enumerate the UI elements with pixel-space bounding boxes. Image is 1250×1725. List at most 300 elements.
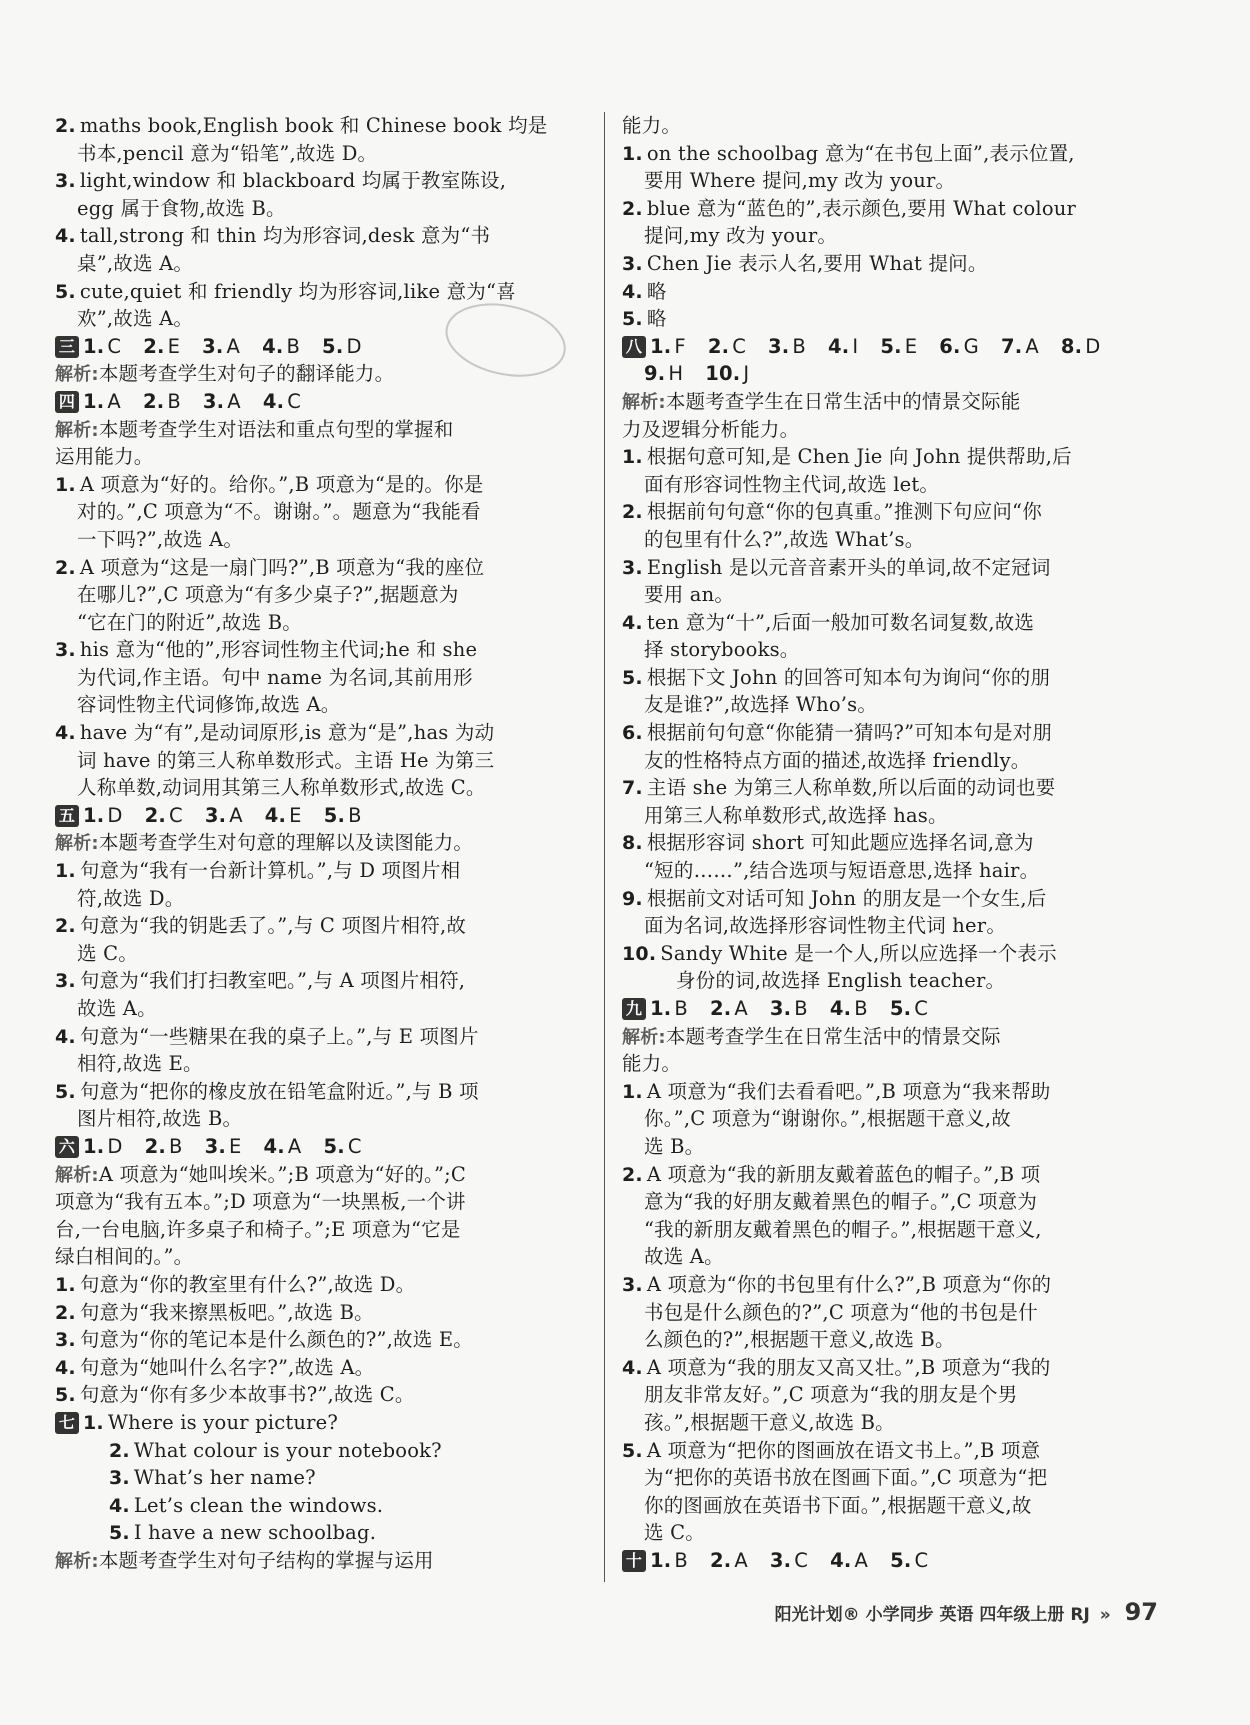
line-text: What colour is your notebook? bbox=[133, 1438, 442, 1462]
answer-item: 8. D bbox=[1060, 334, 1101, 358]
answer-list bbox=[83, 804, 384, 827]
item-number: 2. bbox=[55, 115, 76, 137]
item-number: 1. bbox=[622, 446, 643, 469]
answer-number: 5. bbox=[323, 803, 346, 827]
column-divider bbox=[604, 112, 605, 1582]
line-text: 能力。 bbox=[622, 114, 682, 137]
text-line bbox=[622, 195, 1158, 223]
line-text: A 项意为“这是一扇门吗?”,B 项意为“我的座位 bbox=[79, 555, 485, 579]
text-line bbox=[55, 1188, 590, 1216]
answer-item: 3. A bbox=[202, 334, 241, 358]
line-text: A 项意为“把你的图画放在语文书上。”,B 项意 bbox=[646, 1438, 1041, 1462]
item-number: 2. bbox=[622, 197, 643, 220]
line-text: 选 B。 bbox=[644, 1134, 705, 1158]
item-number: 4. bbox=[55, 722, 76, 745]
page-number: 97 bbox=[1124, 1598, 1158, 1626]
text-line bbox=[622, 1547, 1158, 1575]
line-text: 友是谁?”,故选择 Who’s。 bbox=[644, 693, 878, 717]
line-text: 略 bbox=[646, 279, 667, 303]
answer-item: 2. E bbox=[143, 334, 181, 358]
item-number: 7. bbox=[622, 777, 643, 800]
item-number: 3. bbox=[622, 252, 643, 275]
item-number: 4. bbox=[622, 1356, 643, 1379]
item-number: 1. bbox=[622, 1080, 643, 1103]
answer-item: 5. C bbox=[890, 1548, 929, 1572]
text-line bbox=[622, 112, 1158, 140]
text-line bbox=[55, 1547, 590, 1575]
line-text: 你。”,C 项意为“谢谢你。”,根据题干意义,故 bbox=[644, 1107, 1011, 1131]
answer-list bbox=[644, 362, 771, 385]
section-marker: 十 bbox=[622, 1550, 646, 1572]
text-line bbox=[622, 885, 1158, 913]
text-line bbox=[55, 1299, 590, 1327]
line-text: 么颜色的?”,根据题干意义,故选 B。 bbox=[644, 1328, 955, 1352]
text-line bbox=[622, 222, 1158, 250]
answer-item: 5. C bbox=[889, 997, 929, 1020]
line-text: 意为“我的好朋友戴着黑色的帽子。”,C 项意为 bbox=[644, 1190, 1038, 1214]
text-line bbox=[55, 388, 590, 416]
answer-item: 4. I bbox=[828, 334, 859, 358]
text-line bbox=[55, 1464, 590, 1492]
item-number: 4. bbox=[109, 1494, 130, 1517]
text-line bbox=[622, 747, 1158, 775]
line-text: 一下吗?”,故选 A。 bbox=[77, 527, 244, 551]
line-text: cute,quiet 和 friendly 均为形容词,like 意为“喜 bbox=[79, 279, 516, 303]
item-number: 3. bbox=[109, 1467, 130, 1490]
text-line bbox=[55, 691, 590, 719]
item-number: 1. bbox=[55, 1273, 76, 1296]
item-number: 4. bbox=[622, 280, 643, 303]
line-text: 根据前句句意“你的包真重。”推测下句应问“你 bbox=[646, 500, 1042, 524]
text-line bbox=[622, 1437, 1158, 1465]
section-marker: 七 bbox=[55, 1412, 79, 1434]
right-column bbox=[622, 112, 1158, 1574]
item-number: 4. bbox=[55, 225, 76, 248]
text-line bbox=[55, 636, 590, 664]
answer-item: 4. C bbox=[262, 389, 302, 413]
line-text: 书包是什么颜色的?”,C 项意为“他的书包是什 bbox=[644, 1300, 1038, 1324]
line-text: 本题考查学生对句意的理解以及读图能力。 bbox=[98, 831, 474, 855]
line-text: A 项意为“我的新朋友戴着蓝色的帽子。”,B 项 bbox=[646, 1162, 1041, 1186]
text-line bbox=[622, 609, 1158, 637]
analysis-label: 解析: bbox=[55, 364, 99, 386]
answer-number: 2. bbox=[144, 803, 166, 827]
answer-item: 5. D bbox=[322, 334, 362, 358]
text-line bbox=[55, 1050, 590, 1078]
text-line bbox=[622, 250, 1158, 278]
answer-number: 3. bbox=[768, 334, 790, 358]
text-line bbox=[622, 278, 1158, 306]
text-line bbox=[55, 940, 590, 968]
line-text: 句意为“她叫什么名字?”,故选 A。 bbox=[79, 1355, 375, 1379]
line-text: 根据句意可知,是 Chen Jie 向 John 提供帮助,后 bbox=[646, 445, 1072, 469]
item-number: 2. bbox=[622, 1163, 643, 1186]
answer-number: 4. bbox=[829, 997, 852, 1020]
text-line bbox=[622, 1299, 1158, 1327]
line-text: 图片相符,故选 B。 bbox=[77, 1107, 243, 1131]
text-line bbox=[55, 443, 590, 471]
answer-item: 3. C bbox=[769, 1548, 809, 1572]
line-text: 选 C。 bbox=[77, 941, 138, 965]
section-marker: 八 bbox=[622, 336, 646, 358]
text-line bbox=[622, 664, 1158, 692]
answer-number: 6. bbox=[939, 334, 961, 358]
answer-number: 5. bbox=[889, 997, 912, 1020]
answer-item: 5. E bbox=[880, 334, 918, 358]
answer-number: 4. bbox=[262, 389, 285, 413]
text-line bbox=[55, 609, 590, 637]
line-text: 句意为“一些糖果在我的桌子上。”,与 E 项图片 bbox=[79, 1024, 479, 1048]
answer-number: 5. bbox=[323, 1134, 345, 1158]
line-text: Chen Jie 表示人名,要用 What 提问。 bbox=[646, 251, 988, 275]
text-line bbox=[55, 471, 590, 499]
line-text: 根据下文 John 的回答可知本句为询问“你的朋 bbox=[646, 665, 1051, 689]
text-line bbox=[55, 1354, 590, 1382]
text-line bbox=[622, 995, 1158, 1023]
answer-number: 2. bbox=[709, 997, 732, 1020]
answer-item: 3. E bbox=[204, 1134, 242, 1158]
line-text: A 项意为“她叫埃米。”;B 项意为“好的。”;C bbox=[98, 1162, 467, 1186]
answer-number: 5. bbox=[890, 1548, 912, 1572]
text-line bbox=[622, 967, 1158, 995]
line-text: 的包里有什么?”,故选 What’s。 bbox=[644, 527, 925, 551]
text-line bbox=[622, 1188, 1158, 1216]
answer-item: 3. A bbox=[202, 389, 241, 413]
item-number: 5. bbox=[55, 280, 76, 303]
item-number: 5. bbox=[622, 1439, 643, 1462]
line-text: 人称单数,动词用其第三人称单数形式,故选 C。 bbox=[77, 776, 486, 800]
line-text: 句意为“我们打扫教室吧。”,与 A 项图片相符, bbox=[79, 969, 466, 993]
item-number: 10. bbox=[622, 942, 657, 965]
text-line bbox=[622, 829, 1158, 857]
text-line bbox=[622, 1161, 1158, 1189]
section-marker: 九 bbox=[622, 998, 646, 1020]
answer-number: 2. bbox=[144, 1134, 166, 1158]
text-line bbox=[622, 1326, 1158, 1354]
text-line bbox=[55, 885, 590, 913]
line-text: 根据前文对话可知 John 的朋友是一个女生,后 bbox=[646, 886, 1047, 910]
text-line bbox=[55, 333, 590, 361]
text-line bbox=[55, 1409, 590, 1437]
line-text: 为“把你的英语书放在图画下面。”,C 项意为“把 bbox=[644, 1466, 1048, 1490]
text-line bbox=[622, 498, 1158, 526]
text-line bbox=[622, 1354, 1158, 1382]
answer-item: 6. G bbox=[939, 334, 979, 358]
line-text: 主语 she 为第三人称单数,所以后面的动词也要 bbox=[646, 776, 1056, 800]
text-line bbox=[55, 995, 590, 1023]
line-text: 要用 an。 bbox=[644, 583, 735, 607]
item-number: 5. bbox=[55, 1080, 76, 1103]
line-text: 故选 A。 bbox=[77, 997, 157, 1020]
text-line bbox=[55, 1023, 590, 1051]
text-line bbox=[622, 1078, 1158, 1106]
answer-number: 2. bbox=[142, 389, 165, 413]
analysis-label: 解析: bbox=[55, 1164, 99, 1186]
answer-number: 1. bbox=[83, 334, 105, 358]
answer-item: 4. E bbox=[264, 803, 302, 827]
text-line bbox=[622, 1105, 1158, 1133]
text-line bbox=[55, 250, 590, 278]
item-number: 1. bbox=[83, 1411, 104, 1434]
answer-item: 5. B bbox=[323, 803, 362, 827]
text-line bbox=[55, 1326, 590, 1354]
page-footer bbox=[775, 1597, 1158, 1627]
answer-number: 7. bbox=[1000, 334, 1023, 358]
answer-list bbox=[650, 997, 950, 1020]
text-line bbox=[55, 1133, 590, 1161]
line-text: Sandy White 是一个人,所以应选择一个表示 bbox=[660, 941, 1057, 965]
line-text: 运用能力。 bbox=[55, 445, 154, 469]
line-text: 书本,pencil 意为“铅笔”,故选 D。 bbox=[77, 141, 378, 165]
answer-number: 10. bbox=[705, 362, 741, 386]
analysis-label: 解析: bbox=[55, 833, 99, 855]
item-number: 6. bbox=[622, 722, 643, 745]
answer-number: 4. bbox=[830, 1548, 852, 1572]
answer-number: 1. bbox=[83, 1134, 105, 1158]
analysis-label: 解析: bbox=[55, 1550, 99, 1572]
double-chevron-icon: » bbox=[1099, 1605, 1111, 1625]
line-text: blue 意为“蓝色的”,表示颜色,要用 What colour bbox=[646, 196, 1077, 220]
item-number: 5. bbox=[55, 1384, 76, 1407]
text-line bbox=[622, 333, 1158, 361]
item-number: 2. bbox=[55, 915, 76, 938]
text-line bbox=[55, 1078, 590, 1106]
line-text: “它在门的附近”,故选 B。 bbox=[77, 610, 302, 634]
item-number: 2. bbox=[55, 556, 76, 579]
text-line bbox=[622, 857, 1158, 885]
text-line bbox=[622, 1464, 1158, 1492]
line-text: 符,故选 D。 bbox=[77, 886, 185, 910]
item-number: 4. bbox=[622, 611, 643, 634]
left-column bbox=[55, 112, 590, 1574]
answer-item: 3. B bbox=[769, 997, 808, 1020]
answer-list bbox=[650, 1549, 950, 1572]
section-marker: 六 bbox=[55, 1136, 79, 1158]
text-line bbox=[55, 1271, 590, 1299]
line-text: 句意为“我的钥匙丢了。”,与 C 项图片相符,故 bbox=[79, 914, 467, 938]
line-text: 力及逻辑分析能力。 bbox=[622, 417, 800, 441]
text-line bbox=[55, 1492, 590, 1520]
answer-number: 9. bbox=[644, 362, 666, 386]
line-text: 为代词,作主语。句中 name 为名词,其前用形 bbox=[77, 665, 473, 689]
text-line bbox=[55, 967, 590, 995]
item-number: 5. bbox=[622, 666, 643, 689]
answer-item: 4. B bbox=[829, 997, 868, 1020]
line-text: 相符,故选 E。 bbox=[77, 1052, 203, 1076]
answer-number: 3. bbox=[204, 1134, 226, 1158]
line-text: ten 意为“十”,后面一般加可数名词复数,故选 bbox=[646, 610, 1035, 634]
line-text: 用第三人称单数形式,故选择 has。 bbox=[644, 803, 948, 827]
answer-list bbox=[83, 335, 384, 358]
text-line bbox=[55, 857, 590, 885]
line-text: light,window 和 blackboard 均属于教室陈设, bbox=[79, 169, 507, 193]
answer-item: 3. B bbox=[768, 334, 806, 358]
line-text: 容词性物主代词修饰,故选 A。 bbox=[77, 693, 341, 717]
text-line bbox=[55, 581, 590, 609]
text-line bbox=[622, 581, 1158, 609]
line-text: egg 属于食物,故选 B。 bbox=[77, 196, 286, 220]
text-line bbox=[622, 526, 1158, 554]
text-line bbox=[622, 1243, 1158, 1271]
line-text: 本题考查学生在日常生活中的情景交际 bbox=[665, 1024, 1001, 1048]
item-number: 1. bbox=[55, 473, 76, 496]
line-text: “我的新朋友戴着黑色的帽子。”,根据题干意义, bbox=[644, 1217, 1042, 1241]
text-line bbox=[55, 1519, 590, 1547]
item-number: 1. bbox=[55, 860, 76, 883]
text-line bbox=[55, 829, 590, 857]
text-line bbox=[55, 664, 590, 692]
line-text: 提问,my 改为 your。 bbox=[644, 224, 838, 248]
answer-number: 3. bbox=[204, 803, 227, 827]
item-number: 3. bbox=[55, 639, 76, 662]
line-text: 根据形容词 short 可知此题应选择名词,意为 bbox=[646, 831, 1034, 855]
answer-list bbox=[83, 390, 323, 413]
text-line bbox=[622, 1381, 1158, 1409]
text-line bbox=[55, 1243, 590, 1271]
item-number: 8. bbox=[622, 832, 643, 855]
text-line bbox=[622, 1023, 1158, 1051]
text-line bbox=[55, 167, 590, 195]
text-line bbox=[55, 416, 590, 444]
line-text: 项意为“我有五本。”;D 项意为“一块黑板,一个讲 bbox=[55, 1190, 466, 1214]
line-text: on the schoolbag 意为“在书包上面”,表示位置, bbox=[646, 141, 1075, 165]
answer-number: 2. bbox=[709, 1548, 732, 1572]
footer-book-info: 小学同步 英语 四年级上册 RJ bbox=[865, 1605, 1090, 1625]
line-text: 根据前句句意“你能猜一猜吗?”可知本句是对朋 bbox=[646, 721, 1053, 745]
answer-number: 3. bbox=[769, 1548, 792, 1572]
text-line bbox=[622, 471, 1158, 499]
line-text: his 意为“他的”,形容词性物主代词;he 和 she bbox=[79, 638, 478, 662]
line-text: 你的图画放在英语书下面。”,根据题干意义,故 bbox=[644, 1493, 1032, 1517]
line-text: 择 storybooks。 bbox=[644, 638, 800, 662]
answer-number: 5. bbox=[880, 334, 902, 358]
line-text: tall,strong 和 thin 均为形容词,desk 意为“书 bbox=[79, 224, 491, 248]
text-line bbox=[622, 1216, 1158, 1244]
line-text: 对的。”,C 项意为“不。谢谢。”。题意为“我能看 bbox=[77, 500, 481, 524]
item-number: 3. bbox=[55, 170, 76, 193]
text-line bbox=[55, 1161, 590, 1189]
footer-brand: 阳光计划® bbox=[774, 1605, 860, 1625]
text-line bbox=[622, 443, 1158, 471]
section-marker: 五 bbox=[55, 805, 79, 827]
line-text: 身份的词,故选择 English teacher。 bbox=[676, 969, 1006, 993]
answer-number: 3. bbox=[202, 389, 225, 413]
text-line bbox=[622, 388, 1158, 416]
text-line bbox=[55, 719, 590, 747]
text-line bbox=[622, 360, 1158, 388]
answer-item: 1. B bbox=[650, 997, 688, 1020]
answer-item: 1. D bbox=[83, 803, 123, 827]
answer-number: 1. bbox=[83, 803, 105, 827]
line-text: 句意为“你的教室里有什么?”,故选 D。 bbox=[79, 1272, 416, 1296]
line-text: 朋友非常友好。”,C 项意为“我的朋友是个男 bbox=[644, 1383, 1018, 1407]
line-text: 略 bbox=[646, 307, 667, 331]
text-line bbox=[55, 912, 590, 940]
item-number: 9. bbox=[622, 887, 643, 910]
line-text: 本题考查学生对句子结构的掌握与运用 bbox=[98, 1548, 434, 1572]
item-number: 4. bbox=[55, 1356, 76, 1379]
item-number: 5. bbox=[109, 1522, 130, 1545]
line-text: 孩。”,根据题干意义,故选 B。 bbox=[644, 1410, 895, 1434]
answer-item: 10. J bbox=[705, 362, 750, 386]
line-text: English 是以元音音素开头的单词,故不定冠词 bbox=[646, 555, 1051, 579]
line-text: 选 C。 bbox=[644, 1521, 705, 1545]
answer-number: 2. bbox=[143, 334, 165, 358]
item-number: 4. bbox=[55, 1025, 76, 1048]
item-number: 2. bbox=[55, 1301, 76, 1324]
answer-number: 3. bbox=[202, 334, 224, 358]
text-line bbox=[55, 222, 590, 250]
answer-item: 5. C bbox=[323, 1134, 362, 1158]
line-text: 在哪儿?”,C 项意为“有多少桌子?”,据题意为 bbox=[77, 583, 459, 607]
text-line bbox=[622, 1133, 1158, 1161]
answer-item: 4. A bbox=[263, 1134, 302, 1158]
text-line bbox=[55, 747, 590, 775]
text-line bbox=[55, 140, 590, 168]
line-text: Where is your picture? bbox=[107, 1410, 339, 1434]
line-text: 本题考查学生在日常生活中的情景交际能 bbox=[665, 389, 1021, 413]
answer-number: 4. bbox=[262, 334, 284, 358]
answer-number: 4. bbox=[828, 334, 850, 358]
text-line bbox=[622, 1519, 1158, 1547]
text-line bbox=[622, 940, 1158, 968]
answer-number: 3. bbox=[769, 997, 792, 1020]
answer-number: 1. bbox=[650, 997, 672, 1020]
line-text: 句意为“把你的橡皮放在铅笔盒附近。”,与 B 项 bbox=[79, 1079, 479, 1103]
line-text: 台,一台电脑,许多桌子和椅子。”;E 项意为“它是 bbox=[55, 1217, 461, 1241]
text-line bbox=[622, 912, 1158, 940]
text-line bbox=[55, 1437, 590, 1465]
section-marker: 三 bbox=[55, 336, 79, 358]
text-line bbox=[55, 195, 590, 223]
line-text: I have a new schoolbag. bbox=[133, 1521, 377, 1545]
item-number: 3. bbox=[622, 1273, 643, 1296]
text-line bbox=[55, 305, 590, 333]
line-text: 友的性格特点方面的描述,故选择 friendly。 bbox=[644, 748, 1031, 772]
line-text: 桌”,故选 A。 bbox=[77, 251, 194, 275]
line-text: 词 have 的第三人称单数形式。主语 He 为第三 bbox=[77, 748, 495, 772]
answer-number: 5. bbox=[322, 334, 344, 358]
text-line bbox=[622, 691, 1158, 719]
analysis-label: 解析: bbox=[622, 1026, 666, 1048]
text-line bbox=[622, 802, 1158, 830]
text-line bbox=[622, 305, 1158, 333]
answer-number: 4. bbox=[263, 1134, 285, 1158]
line-text: A 项意为“我的朋友又高又壮。”,B 项意为“我的 bbox=[646, 1355, 1051, 1379]
line-text: A 项意为“我们去看看吧。”,B 项意为“我来帮助 bbox=[646, 1079, 1051, 1103]
line-text: “短的……”,结合选项与短语意思,选择 hair。 bbox=[644, 859, 1040, 883]
item-number: 2. bbox=[109, 1439, 130, 1462]
answer-item: 3. A bbox=[204, 803, 243, 827]
line-text: have 为“有”,是动词原形,is 意为“是”,has 为动 bbox=[79, 721, 495, 745]
item-number: 1. bbox=[622, 142, 643, 165]
text-line bbox=[55, 1216, 590, 1244]
line-text: 故选 A。 bbox=[644, 1245, 724, 1269]
item-number: 5. bbox=[622, 308, 643, 331]
text-line bbox=[622, 774, 1158, 802]
answer-item: 9. H bbox=[644, 362, 684, 386]
item-number: 2. bbox=[622, 501, 643, 524]
text-line bbox=[55, 112, 590, 140]
item-number: 3. bbox=[55, 1329, 76, 1352]
answer-item: 2. C bbox=[144, 803, 183, 827]
line-text: 面有形容词性物主代词,故选 let。 bbox=[644, 472, 940, 496]
text-line bbox=[622, 167, 1158, 195]
text-line bbox=[55, 498, 590, 526]
line-text: What’s her name? bbox=[133, 1466, 316, 1490]
text-line bbox=[55, 802, 590, 830]
text-line bbox=[622, 1050, 1158, 1078]
